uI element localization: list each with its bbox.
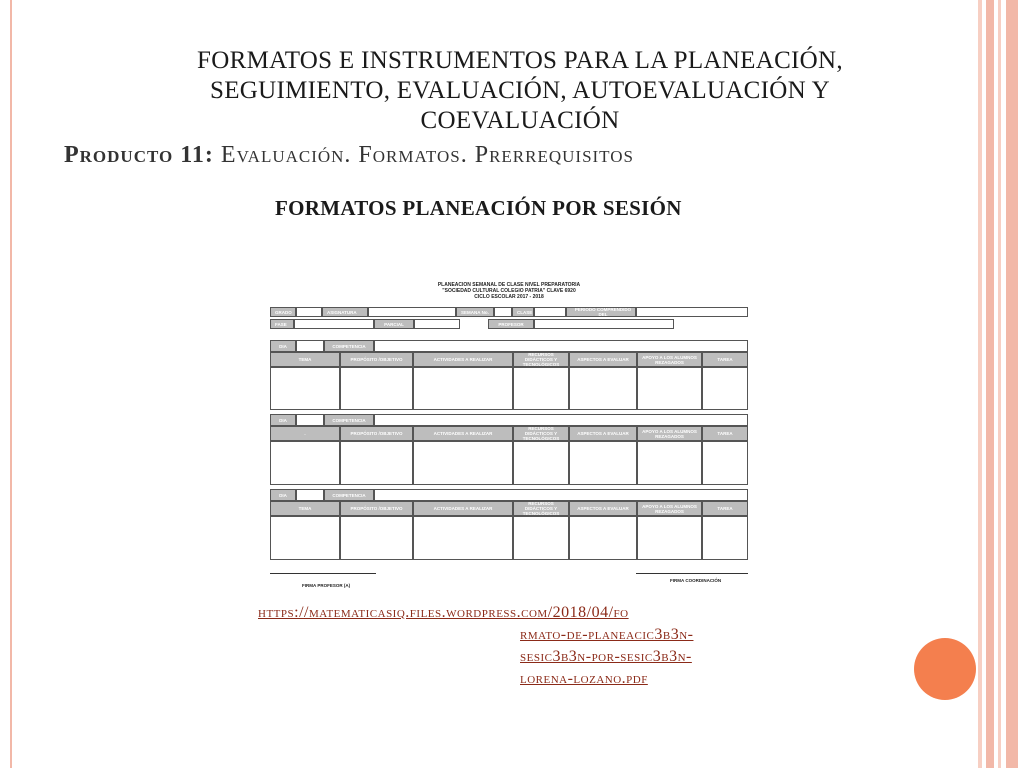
- competencia-field: [374, 414, 748, 426]
- dia-label: DIA: [270, 489, 296, 501]
- profesor-label: PROFESOR: [488, 319, 534, 329]
- dia-label: DIA: [270, 340, 296, 352]
- col-header: RECURSOS DIDÁCTICOS Y TECNOLÓGICOS: [513, 426, 569, 441]
- dia-field: [296, 489, 324, 501]
- asignatura-label: ASIGNATURA: [322, 307, 368, 317]
- col-header: APOYO A LOS ALUMNOS REZAGADOS: [637, 352, 702, 367]
- col-header: ACTIVIDADES A REALIZAR: [413, 352, 513, 367]
- clase-field: [534, 307, 566, 317]
- table-cell: [702, 441, 748, 485]
- planning-form-image: [268, 278, 750, 596]
- col-header: PROPÓSITO /OBJETIVO: [340, 426, 413, 441]
- slide-title: [120, 46, 920, 136]
- table-cell: [340, 516, 413, 560]
- competencia-label: COMPETENCIA: [324, 340, 374, 352]
- left-border-line: [10, 0, 12, 768]
- competencia-field: [374, 489, 748, 501]
- competencia-label: COMPETENCIA: [324, 414, 374, 426]
- parcial-label: PARCIAL: [374, 319, 414, 329]
- table-cell: [413, 441, 513, 485]
- table-cell: [413, 516, 513, 560]
- link-line[interactable]: sesic3b3n-por-sesic3b3n-: [520, 648, 692, 665]
- title-line: SEGUIMIENTO, EVALUACIÓN, AUTOEVALUACIÓN Y: [210, 77, 830, 104]
- title-line: COEVALUACIÓN: [420, 107, 620, 134]
- dia-field: [296, 414, 324, 426]
- right-border-stripe: [986, 0, 994, 768]
- semana-field: [494, 307, 512, 317]
- col-header: ACTIVIDADES A REALIZAR: [413, 501, 513, 516]
- semana-label: SEMANA No.: [456, 307, 494, 317]
- fase-label: FASE: [270, 319, 294, 329]
- right-border-stripe: [998, 0, 1001, 768]
- table-cell: [637, 516, 702, 560]
- clase-label: CLASE: [512, 307, 534, 317]
- table-cell: [513, 367, 569, 410]
- profesor-field: [534, 319, 674, 329]
- table-cell: [270, 516, 340, 560]
- right-border-stripe: [978, 0, 982, 768]
- col-header: TEMA: [270, 352, 340, 367]
- table-cell: [513, 441, 569, 485]
- col-header: ACTIVIDADES A REALIZAR: [413, 426, 513, 441]
- decorative-circle: [914, 638, 976, 700]
- col-header: PROPÓSITO /OBJETIVO: [340, 501, 413, 516]
- title-line: FORMATOS E INSTRUMENTOS PARA LA PLANEACIÓN,: [197, 47, 843, 74]
- link-line[interactable]: rmato-de-planeacic3b3n-: [520, 626, 694, 643]
- table-cell: [513, 516, 569, 560]
- table-cell: [270, 441, 340, 485]
- col-header: TAREA: [702, 426, 748, 441]
- col-header: .: [270, 426, 340, 441]
- periodo-label: PERIODO COMPRENDIDO DEL: [566, 307, 636, 317]
- table-cell: [702, 367, 748, 410]
- firma-profesor-label: FIRMA PROFESOR (A): [302, 583, 351, 588]
- table-cell: [637, 367, 702, 410]
- parcial-field: [414, 319, 460, 329]
- dia-field: [296, 340, 324, 352]
- col-header: TAREA: [702, 352, 748, 367]
- grado-field: [296, 307, 322, 317]
- competencia-label: COMPETENCIA: [324, 489, 374, 501]
- table-cell: [270, 367, 340, 410]
- firma-coordinacion-label: FIRMA COORDINACIÓN: [670, 578, 722, 583]
- table-cell: [340, 441, 413, 485]
- col-header: APOYO A LOS ALUMNOS REZAGADOS: [637, 426, 702, 441]
- form-header-line: PLANEACION SEMANAL DE CLASE NIVEL PREPARATORIA: [437, 282, 581, 288]
- slide-subtitle: [64, 142, 634, 169]
- form-header-line: CICLO ESCOLAR 2017 - 2018: [474, 294, 544, 300]
- form-header-line: "SOCIEDAD CULTURAL COLEGIO PATRIA" CLAVE 6920: [442, 288, 576, 294]
- dia-label: DIA: [270, 414, 296, 426]
- table-cell: [413, 367, 513, 410]
- table-cell: [702, 516, 748, 560]
- col-header: ASPECTOS A EVALUAR: [569, 352, 637, 367]
- grado-label: GRADO: [270, 307, 296, 317]
- asignatura-field: [368, 307, 456, 317]
- link-line[interactable]: https://matematicasiq.files.wordpress.com/2018/04/fo: [258, 604, 629, 621]
- col-header: PROPÓSITO /OBJETIVO: [340, 352, 413, 367]
- col-header: TAREA: [702, 501, 748, 516]
- right-border-stripe: [1006, 0, 1018, 768]
- col-header: TEMA: [270, 501, 340, 516]
- link-line[interactable]: lorena-lozano.pdf: [520, 670, 648, 687]
- col-header: RECURSOS DIDÁCTICOS Y TECNOLÓGICOS: [513, 501, 569, 516]
- source-link[interactable]: [258, 602, 758, 690]
- fase-field: [294, 319, 374, 329]
- subtitle-product: Producto 11:: [64, 142, 214, 168]
- signature-line: [636, 573, 748, 574]
- table-cell: [637, 441, 702, 485]
- table-cell: [569, 367, 637, 410]
- table-cell: [340, 367, 413, 410]
- col-header: ASPECTOS A EVALUAR: [569, 501, 637, 516]
- table-cell: [569, 441, 637, 485]
- periodo-field: [636, 307, 748, 317]
- section-heading: FORMATOS PLANEACIÓN POR SESIÓN: [275, 196, 682, 220]
- competencia-field: [374, 340, 748, 352]
- col-header: ASPECTOS A EVALUAR: [569, 426, 637, 441]
- subtitle-text: Evaluación. Formatos. Prerrequisitos: [213, 142, 634, 168]
- signature-line: [270, 573, 376, 574]
- table-cell: [569, 516, 637, 560]
- col-header: APOYO A LOS ALUMNOS REZAGADOS: [637, 501, 702, 516]
- col-header: RECURSOS DIDÁCTICOS Y TECNOLÓGICOS: [513, 352, 569, 367]
